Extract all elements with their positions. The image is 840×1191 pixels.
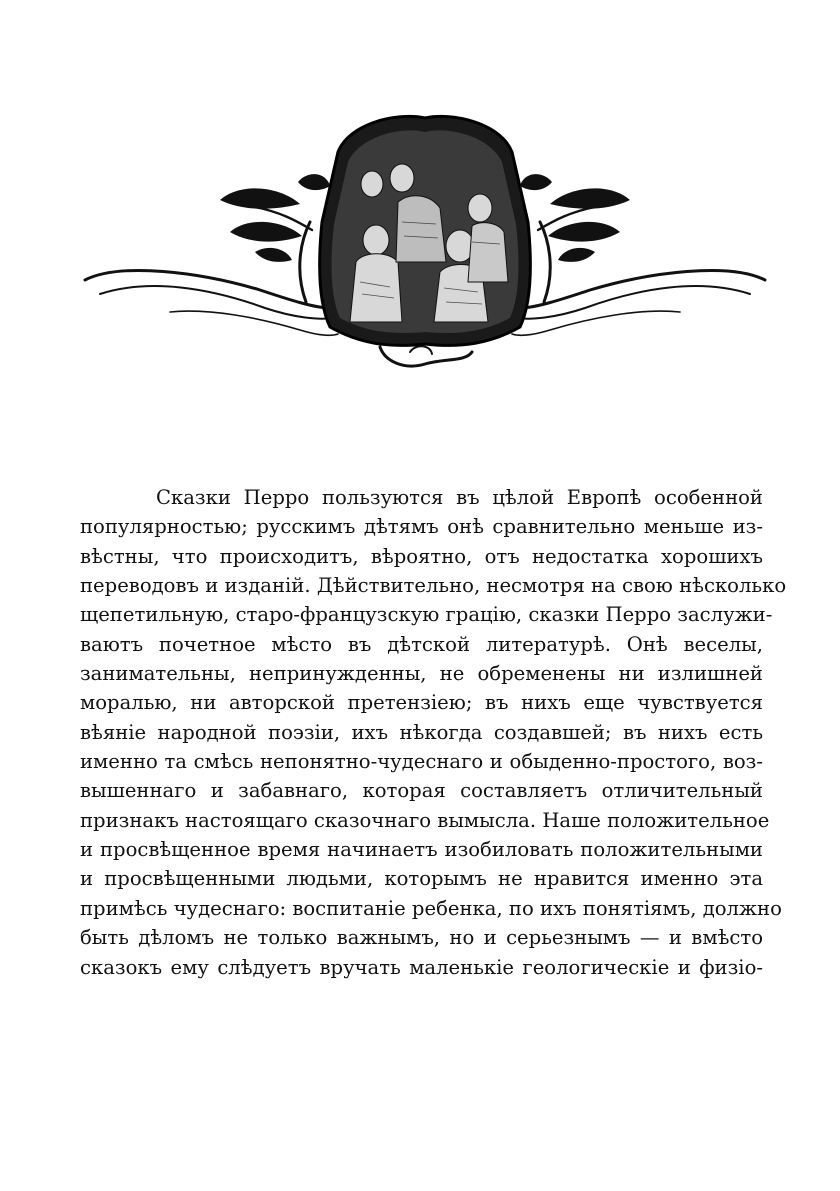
text-line: именно та смѣсь непонятно-чудеснаго и обыденно-простого, воз- <box>80 750 763 774</box>
text-line: примѣсь чудеснаго: воспитаніе ребенка, по ихъ понятіямъ, должно <box>80 896 782 920</box>
text-line: ваютъ почетное мѣсто въ дѣтской литературѣ. Онѣ веселы, <box>80 632 763 656</box>
text-line: моралью, ни авторской претензіею; въ нихъ еще чувствуется <box>80 691 763 715</box>
text-line: щепетильную, старо-французскую грацію, сказки Перро заслужи- <box>80 603 773 627</box>
text-line: популярностью; русскимъ дѣтямъ онѣ сравнительно меньше из- <box>80 515 763 539</box>
text-line: вѣстны, что происходитъ, вѣроятно, отъ недостатка хорошихъ <box>80 544 763 568</box>
text-line: быть дѣломъ не только важнымъ, но и серьезнымъ — и вмѣсто <box>80 926 763 950</box>
text-line: вѣяніе народной поэзіи, ихъ нѣкогда создавшей; въ нихъ есть <box>80 720 763 744</box>
text-line: вышеннаго и забавнаго, которая составляетъ отличительный <box>80 779 763 803</box>
text-line: признакъ настоящаго сказочнаго вымысла. Наше положительное <box>80 808 770 832</box>
headpiece-illustration <box>80 112 770 374</box>
text-line: и просвѣщенное время начинаетъ изобиловать положительными <box>80 838 763 862</box>
text-line: Сказки Перро пользуются въ цѣлой Европѣ особенной <box>156 486 763 509</box>
body-text <box>80 483 787 982</box>
text-line: сказокъ ему слѣдуетъ вручать маленькіе геологическіе и физіо- <box>80 955 763 979</box>
text-line: переводовъ и изданій. Дѣйствительно, несмотря на свою нѣсколько <box>80 574 787 598</box>
text-line: занимательны, непринужденны, не обременены ни излишней <box>80 662 763 686</box>
text-line: и просвѣщенными людьми, которымъ не нравится именно эта <box>80 867 763 891</box>
